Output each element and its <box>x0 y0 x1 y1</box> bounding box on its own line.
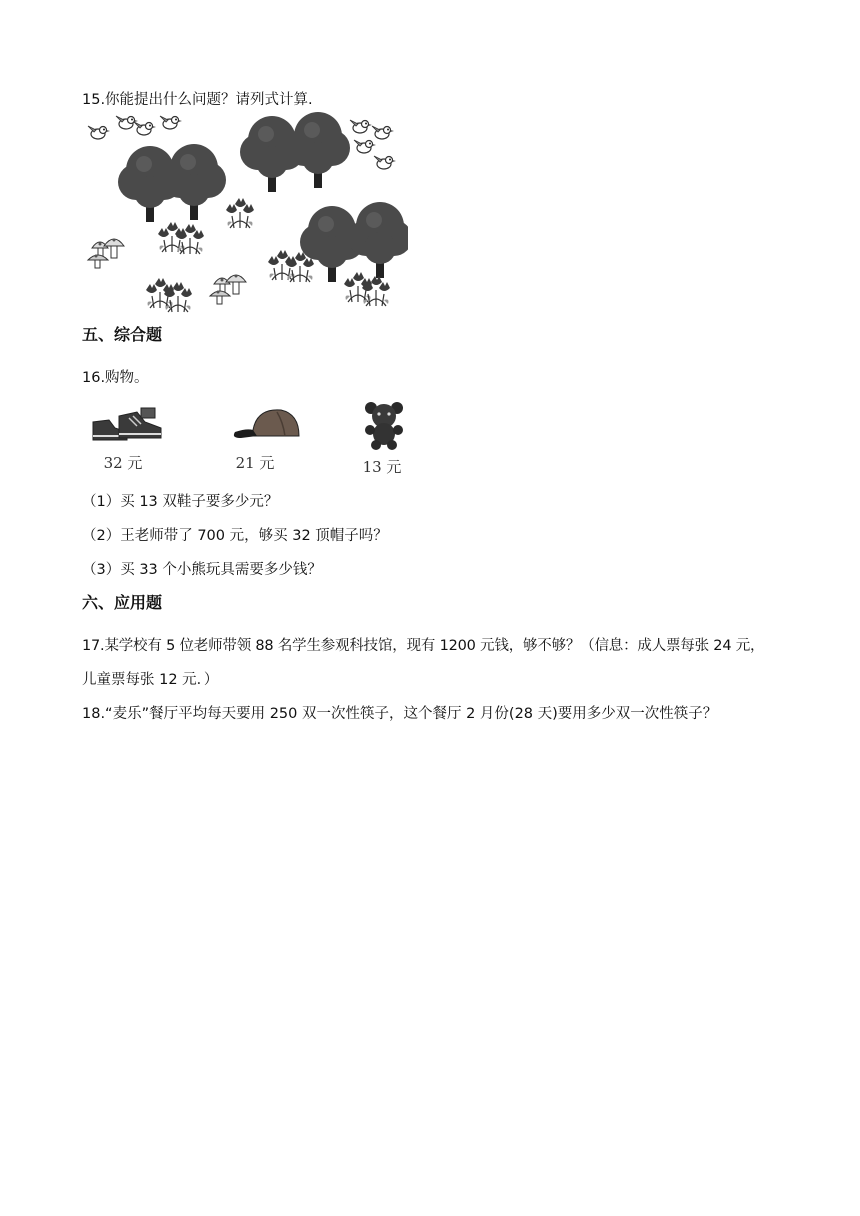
shoes-price: 32 元 <box>103 454 143 472</box>
cap-icon <box>227 400 303 446</box>
question-16-sub-3: （3）买 33 个小熊玩具需要多少钱？ <box>82 562 322 578</box>
question-17-line-2: 儿童票每张 12 元．） <box>82 672 219 688</box>
teddy-bear-item <box>356 400 412 477</box>
question-16-title: 16.购物。 <box>82 370 149 386</box>
question-15-text: 15.你能提出什么问题？请列式计算. <box>82 92 313 108</box>
question-18-text: 18.“麦乐”餐厅平均每天要用 250 双一次性筷子，这个餐厅 2 月份(28 天)要用多少双一次性筷子？ <box>82 706 718 722</box>
shoes-item <box>84 400 170 473</box>
teddy-bear-icon <box>361 400 407 450</box>
forest-scene-illustration <box>82 112 408 318</box>
question-16-sub-1: （1）买 13 双鞋子要多少元？ <box>82 494 279 510</box>
question-16-sub-2: （2）王老师带了 700 元，够买 32 顶帽子吗？ <box>82 528 388 544</box>
teddy-bear-price: 13 元 <box>362 458 402 476</box>
section-6-heading: 六、应用题 <box>82 593 163 612</box>
cap-price: 21 元 <box>235 454 275 472</box>
shoes-icon <box>89 400 165 446</box>
question-17-line-1: 17.某学校有 5 位老师带领 88 名学生参观科技馆，现有 1200 元钱，够不够？（信息：成人票每张 24 元， <box>82 638 765 654</box>
section-5-heading: 五、综合题 <box>82 325 163 344</box>
cap-item <box>222 400 308 473</box>
